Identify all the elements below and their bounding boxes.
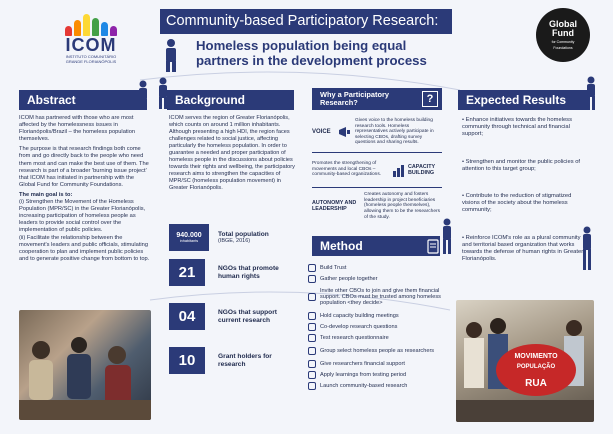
method-item xyxy=(308,380,448,391)
why-text: Gives voice to the homeless building research tools. Homeless representatives actively participate in selecting CBOs, drafting survey questions and sharing results. xyxy=(355,118,434,146)
method-item-text: Gather people together xyxy=(320,275,378,282)
method-item-text: Test research questionnaire xyxy=(320,335,389,342)
why-tag: AUTONOMY AND LEADERSHIP xyxy=(312,199,357,213)
abstract-goal-heading: The main goal is to: xyxy=(19,191,73,198)
method-item-text: Group select homeless people as researchers xyxy=(320,347,435,354)
why-text: Creates autonomy and fosters leadership in project beneficiaries (homeless people themselves), allowing them to be the researchers of the study. xyxy=(364,192,440,220)
megaphone-icon xyxy=(338,125,352,139)
method-item-text: Launch community-based research xyxy=(320,382,408,389)
method-item xyxy=(308,369,448,380)
partner-logo-line-4: Foundations xyxy=(553,46,573,50)
banner-text-1: MOVIMENTO xyxy=(514,353,558,360)
why-heading xyxy=(312,88,442,110)
stat-row xyxy=(169,303,304,330)
stat-row xyxy=(169,259,304,286)
result-item-text: Contribute to the reduction of stigmatized visions of the society about the homeless community; xyxy=(462,193,572,214)
meeting-icon xyxy=(308,312,316,320)
why-tag: CAPACITY BUILDING xyxy=(408,163,436,176)
background-heading: Background xyxy=(167,90,294,110)
stat-value xyxy=(169,224,209,251)
logo-name: ICOM xyxy=(65,35,117,55)
background-body: ICOM serves the region of Greater Florianópolis, which counts on around 1 million inhabitants. Although presenting a high HDI, the region faces challenges related to social justice, affecting particularly the homeless population. In order to guarantee a needed and proper participation of homeless people in the discussions about policies towards their rights and wellbeing, the participatory research aims to strengthen the capacities of MPR/SC (homeless population movement) in Greater Florianópolis. xyxy=(169,115,295,191)
person-figure-icon xyxy=(136,80,150,110)
select-person-icon xyxy=(308,347,316,355)
method-item xyxy=(308,262,448,273)
photo-group xyxy=(456,300,594,422)
stat-label: NGOs that promote human rights xyxy=(218,265,279,280)
method-item xyxy=(308,322,448,333)
banner-text-3: RUA xyxy=(525,378,547,389)
why-heading-line-1: Why a Participatory xyxy=(320,90,389,99)
method-list xyxy=(308,262,448,392)
method-heading: Method xyxy=(312,236,440,256)
stat-label: Grant holders for research xyxy=(218,353,272,368)
why-tag: VOICE xyxy=(312,128,331,135)
person-figure-icon xyxy=(580,226,594,270)
lightbulb-icon xyxy=(308,371,316,379)
method-item-text: Co-develop research questions xyxy=(320,324,398,331)
building-chart-icon xyxy=(392,163,406,177)
method-item-text: Apply learnings from testing period xyxy=(320,371,407,378)
clipboard-icon xyxy=(426,238,440,254)
result-item: • Strengthen and monitor the public policies of attention to this target group; xyxy=(462,158,581,172)
photo-group-people xyxy=(456,300,594,422)
why-text: Promotes the strengthening of movements and local CBOs – community-based organizations. xyxy=(312,161,382,178)
stat-value: 04 xyxy=(169,303,205,330)
logo-sub-2: GRANDE FLORIANÓPOLIS xyxy=(65,59,117,64)
method-item xyxy=(308,310,448,321)
result-item-text: Reinforce ICOM's role as a plural community and territorial based organization that works towards the defense of human rights in Greater Florianópolis. xyxy=(462,234,584,263)
partner-logo-line-2: Fund xyxy=(552,28,574,38)
stat-sub: (IBGE, 2016) xyxy=(218,238,251,245)
page-subtitle xyxy=(196,38,496,68)
photo-meeting-people xyxy=(19,310,151,420)
stat-row xyxy=(169,347,304,374)
why-row xyxy=(312,114,442,150)
why-heading-line-2: Research? xyxy=(320,98,358,107)
stat-value-sub: inhabitants xyxy=(179,239,199,243)
abstract-body xyxy=(19,115,152,266)
photo-meeting xyxy=(19,310,151,420)
abstract-heading: Abstract xyxy=(19,90,144,110)
method-item-text: Hold capacity building meetings xyxy=(320,312,399,319)
results-heading: Expected Results xyxy=(458,90,588,110)
stat-row xyxy=(169,224,304,251)
abstract-goal: (i) Strengthen the Movement of the Homeless Population (MPR/SC) in the Greater Florianópolis, increasing participation of homeless people as leaders to provide social control over the implementation of public policies. xyxy=(19,199,146,234)
subtitle-line-1: Homeless population being equal xyxy=(196,38,407,53)
why-row xyxy=(312,189,442,223)
why-row xyxy=(312,155,442,185)
method-item xyxy=(308,273,448,284)
method-item-text: Build Trust xyxy=(320,264,347,271)
global-fund-logo xyxy=(536,8,590,62)
stat-value-number: 940.000 xyxy=(176,232,202,239)
question-icon xyxy=(308,323,316,331)
people-group-icon xyxy=(308,275,316,283)
person-figure-icon xyxy=(160,38,182,72)
stats-list xyxy=(169,224,304,374)
checklist-icon xyxy=(308,334,316,342)
method-item xyxy=(308,344,448,358)
abstract-paragraph: ICOM has partnered with those who are most affected by the homelessness issues in Florianópolis/Brazil – the homeless population themselves. xyxy=(19,115,136,143)
method-item xyxy=(308,333,448,344)
partner-logo-line-3: for Community xyxy=(551,40,575,44)
page-title: Community-based Participatory Research: xyxy=(160,9,452,34)
banner-text-2: POPULAÇÃO xyxy=(516,364,556,370)
stat-value: 21 xyxy=(169,259,205,286)
stat-value: 10 xyxy=(169,347,205,374)
result-item: • Contribute to the reduction of stigmatized visions of the society about the homeless community; xyxy=(462,193,572,214)
partner-logo-line-1: Global xyxy=(548,19,577,29)
abstract-goal: (ii) Facilitate the relationship between the movement's leaders and public officials, stimulating cooperation to plan and implement public policies and to generate positive change from bottom to top. xyxy=(19,234,150,262)
why-list xyxy=(312,114,442,223)
method-item xyxy=(308,358,448,369)
subtitle-line-2: partners in the development process xyxy=(196,53,427,68)
stat-label: NGOs that support current research xyxy=(218,309,277,324)
rocket-icon xyxy=(308,382,316,390)
logo-sub-1: INSTITUTO COMUNITÁRIO xyxy=(65,54,117,59)
person-figure-icon xyxy=(584,76,598,110)
abstract-paragraph: The purpose is that research findings both come from and go directly back to the people who need them most and can make the best use of them. The research is part of a broader 'burning issue project' that ICOM has initiated in partnership with the Global Fund for Community Foundations. xyxy=(19,146,149,188)
stat-label: Total population xyxy=(218,230,269,238)
handshake-icon xyxy=(308,264,316,272)
method-item xyxy=(308,284,448,310)
method-item-text: Invite other CBOs to join and give them financial support. CBOs must be trusted among homeless population <they decide> xyxy=(320,288,441,307)
result-item-text: Enhance initiatives towards the homeless community through technical and financial support; xyxy=(462,117,572,138)
icom-logo xyxy=(56,12,126,76)
method-item-text: Give researchers financial support xyxy=(320,360,405,367)
results-list xyxy=(462,117,590,271)
person-figure-icon xyxy=(156,77,170,109)
money-icon xyxy=(308,360,316,368)
result-item: • Reinforce ICOM's role as a plural community and territorial based organization that works towards the defense of human rights in Greater Florianópolis. xyxy=(462,234,584,263)
person-figure-icon xyxy=(440,218,454,254)
result-item: • Enhance initiatives towards the homeless community through technical and financial support; xyxy=(462,117,572,138)
question-mark-icon: ? xyxy=(422,91,438,107)
invite-icon xyxy=(308,293,316,301)
result-item-text: Strengthen and monitor the public policies of attention to this target group; xyxy=(462,158,581,172)
